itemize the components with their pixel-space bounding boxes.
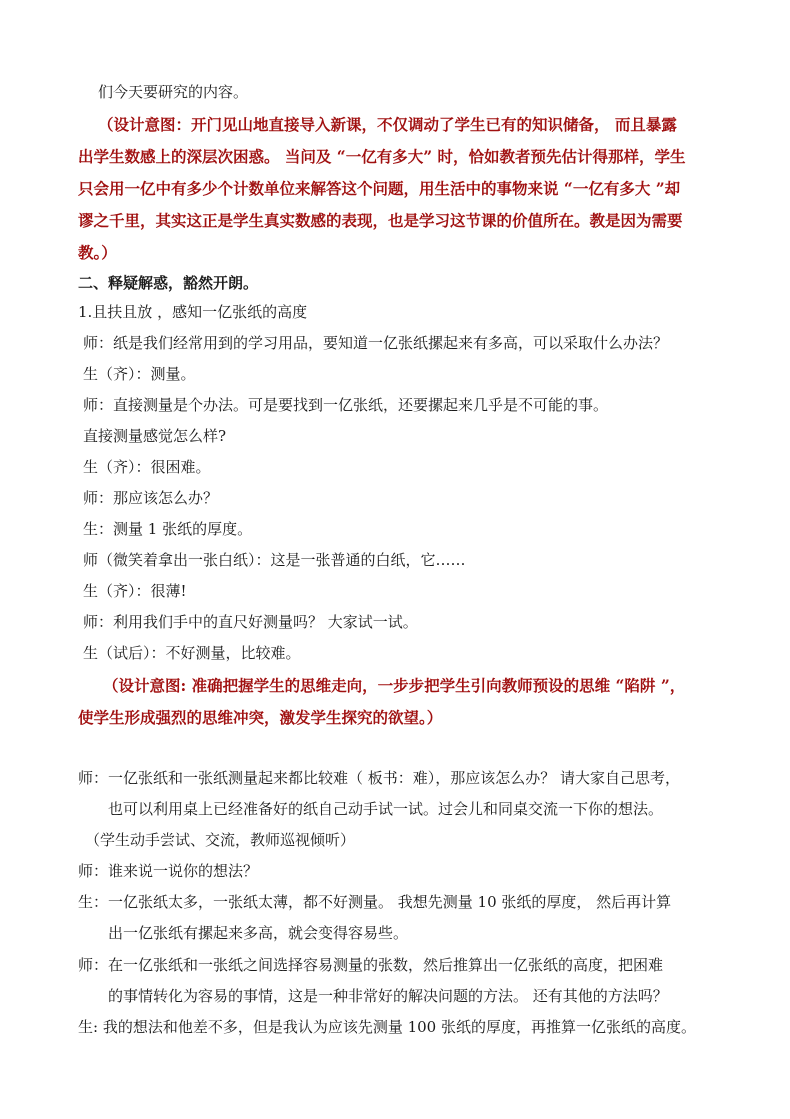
design-intent-line: 出学生数感上的深层次困惑。 当问及 “一亿有多大” 时，恰如教者预先估计得那样，学生: [78, 147, 686, 166]
design-intent-line: 使学生形成强烈的思维冲突，激发学生探究的欲望。）: [78, 708, 443, 727]
dialog-line: 师：利用我们手中的直尺好测量吗？ 大家试一试。: [83, 613, 418, 631]
design-intent-line: 只会用一亿中有多少个计数单位来解答这个问题，用生活中的事物来说 “一亿有多大 ”却: [78, 179, 681, 198]
dialog-line: 师：那应该怎么办？: [83, 489, 219, 507]
dialog-line: 师：一亿张纸和一张纸测量起来都比较难（ 板书：难），那应该怎么办？ 请大家自己思考，: [78, 769, 681, 787]
dialog-line: 生: 我的想法和他差不多，但是我认为应该先测量 100 张纸的厚度，再推算一亿张纸的高度。: [78, 1018, 696, 1036]
dialog-line: 生（齐）：很薄!: [83, 582, 187, 600]
text-line: 们今天要研究的内容。: [98, 83, 249, 101]
dialog-line: 的事情转化为容易的事情，这是一种非常好的解决问题的方法。 还有其他的方法吗？: [108, 987, 668, 1005]
dialog-line: 直接测量感觉怎么样?: [83, 427, 227, 445]
dialog-line: 生：测量 1 张纸的厚度。: [83, 520, 253, 538]
dialog-line: 生（齐）：测量。: [83, 365, 196, 383]
design-intent-line: 教。）: [78, 243, 117, 262]
dialog-line: 生（齐）：很困难。: [83, 458, 211, 476]
dialog-line: 生：一亿张纸太多，一张纸太薄，都不好测量。 我想先测量 10 张纸的厚度， 然后再计算: [78, 893, 672, 911]
design-intent-line: （设计意图: 准确把握学生的思维走向，一步步把学生引向教师预设的思维 “陷阱 ”，: [103, 676, 686, 695]
design-intent-line: （设计意图：开门见山地直接导入新课，不仅调动了学生已有的知识储备， 而且暴露: [98, 115, 677, 134]
dialog-line: 出一亿张纸有摞起来多高，就会变得容易些。: [108, 924, 409, 942]
subsection-title: 1.且扶且放 ，感知一亿张纸的高度: [78, 303, 308, 321]
dialog-line: 师（微笑着拿出一张白纸）：这是一张普通的白纸，它……: [83, 551, 466, 569]
dialog-line: 也可以利用桌上已经准备好的纸自己动手试一试。过会儿和同桌交流一下你的想法。: [108, 800, 664, 818]
dialog-line: 师：谁来说一说你的想法？: [78, 862, 259, 880]
dialog-line: 师：直接测量是个办法。可是要找到一亿张纸，还要摞起来几乎是不可能的事。: [83, 396, 609, 414]
stage-note: （学生动手尝试、交流，教师巡视倾听）: [85, 831, 356, 849]
dialog-line: 师：纸是我们经常用到的学习用品，要知道一亿张纸摞起来有多高，可以采取什么办法？: [83, 334, 669, 352]
design-intent-line: 谬之千里，其实这正是学生真实数感的表现，也是学习这节课的价值所在。教是因为需要: [78, 211, 683, 230]
dialog-line: 师：在一亿张纸和一张纸之间选择容易测量的张数，然后推算出一亿张纸的高度，把困难: [78, 956, 664, 974]
section-title: 二、释疑解惑，豁然开朗。: [78, 274, 259, 292]
dialog-line: 生（试后）：不好测量，比较难。: [83, 644, 301, 662]
